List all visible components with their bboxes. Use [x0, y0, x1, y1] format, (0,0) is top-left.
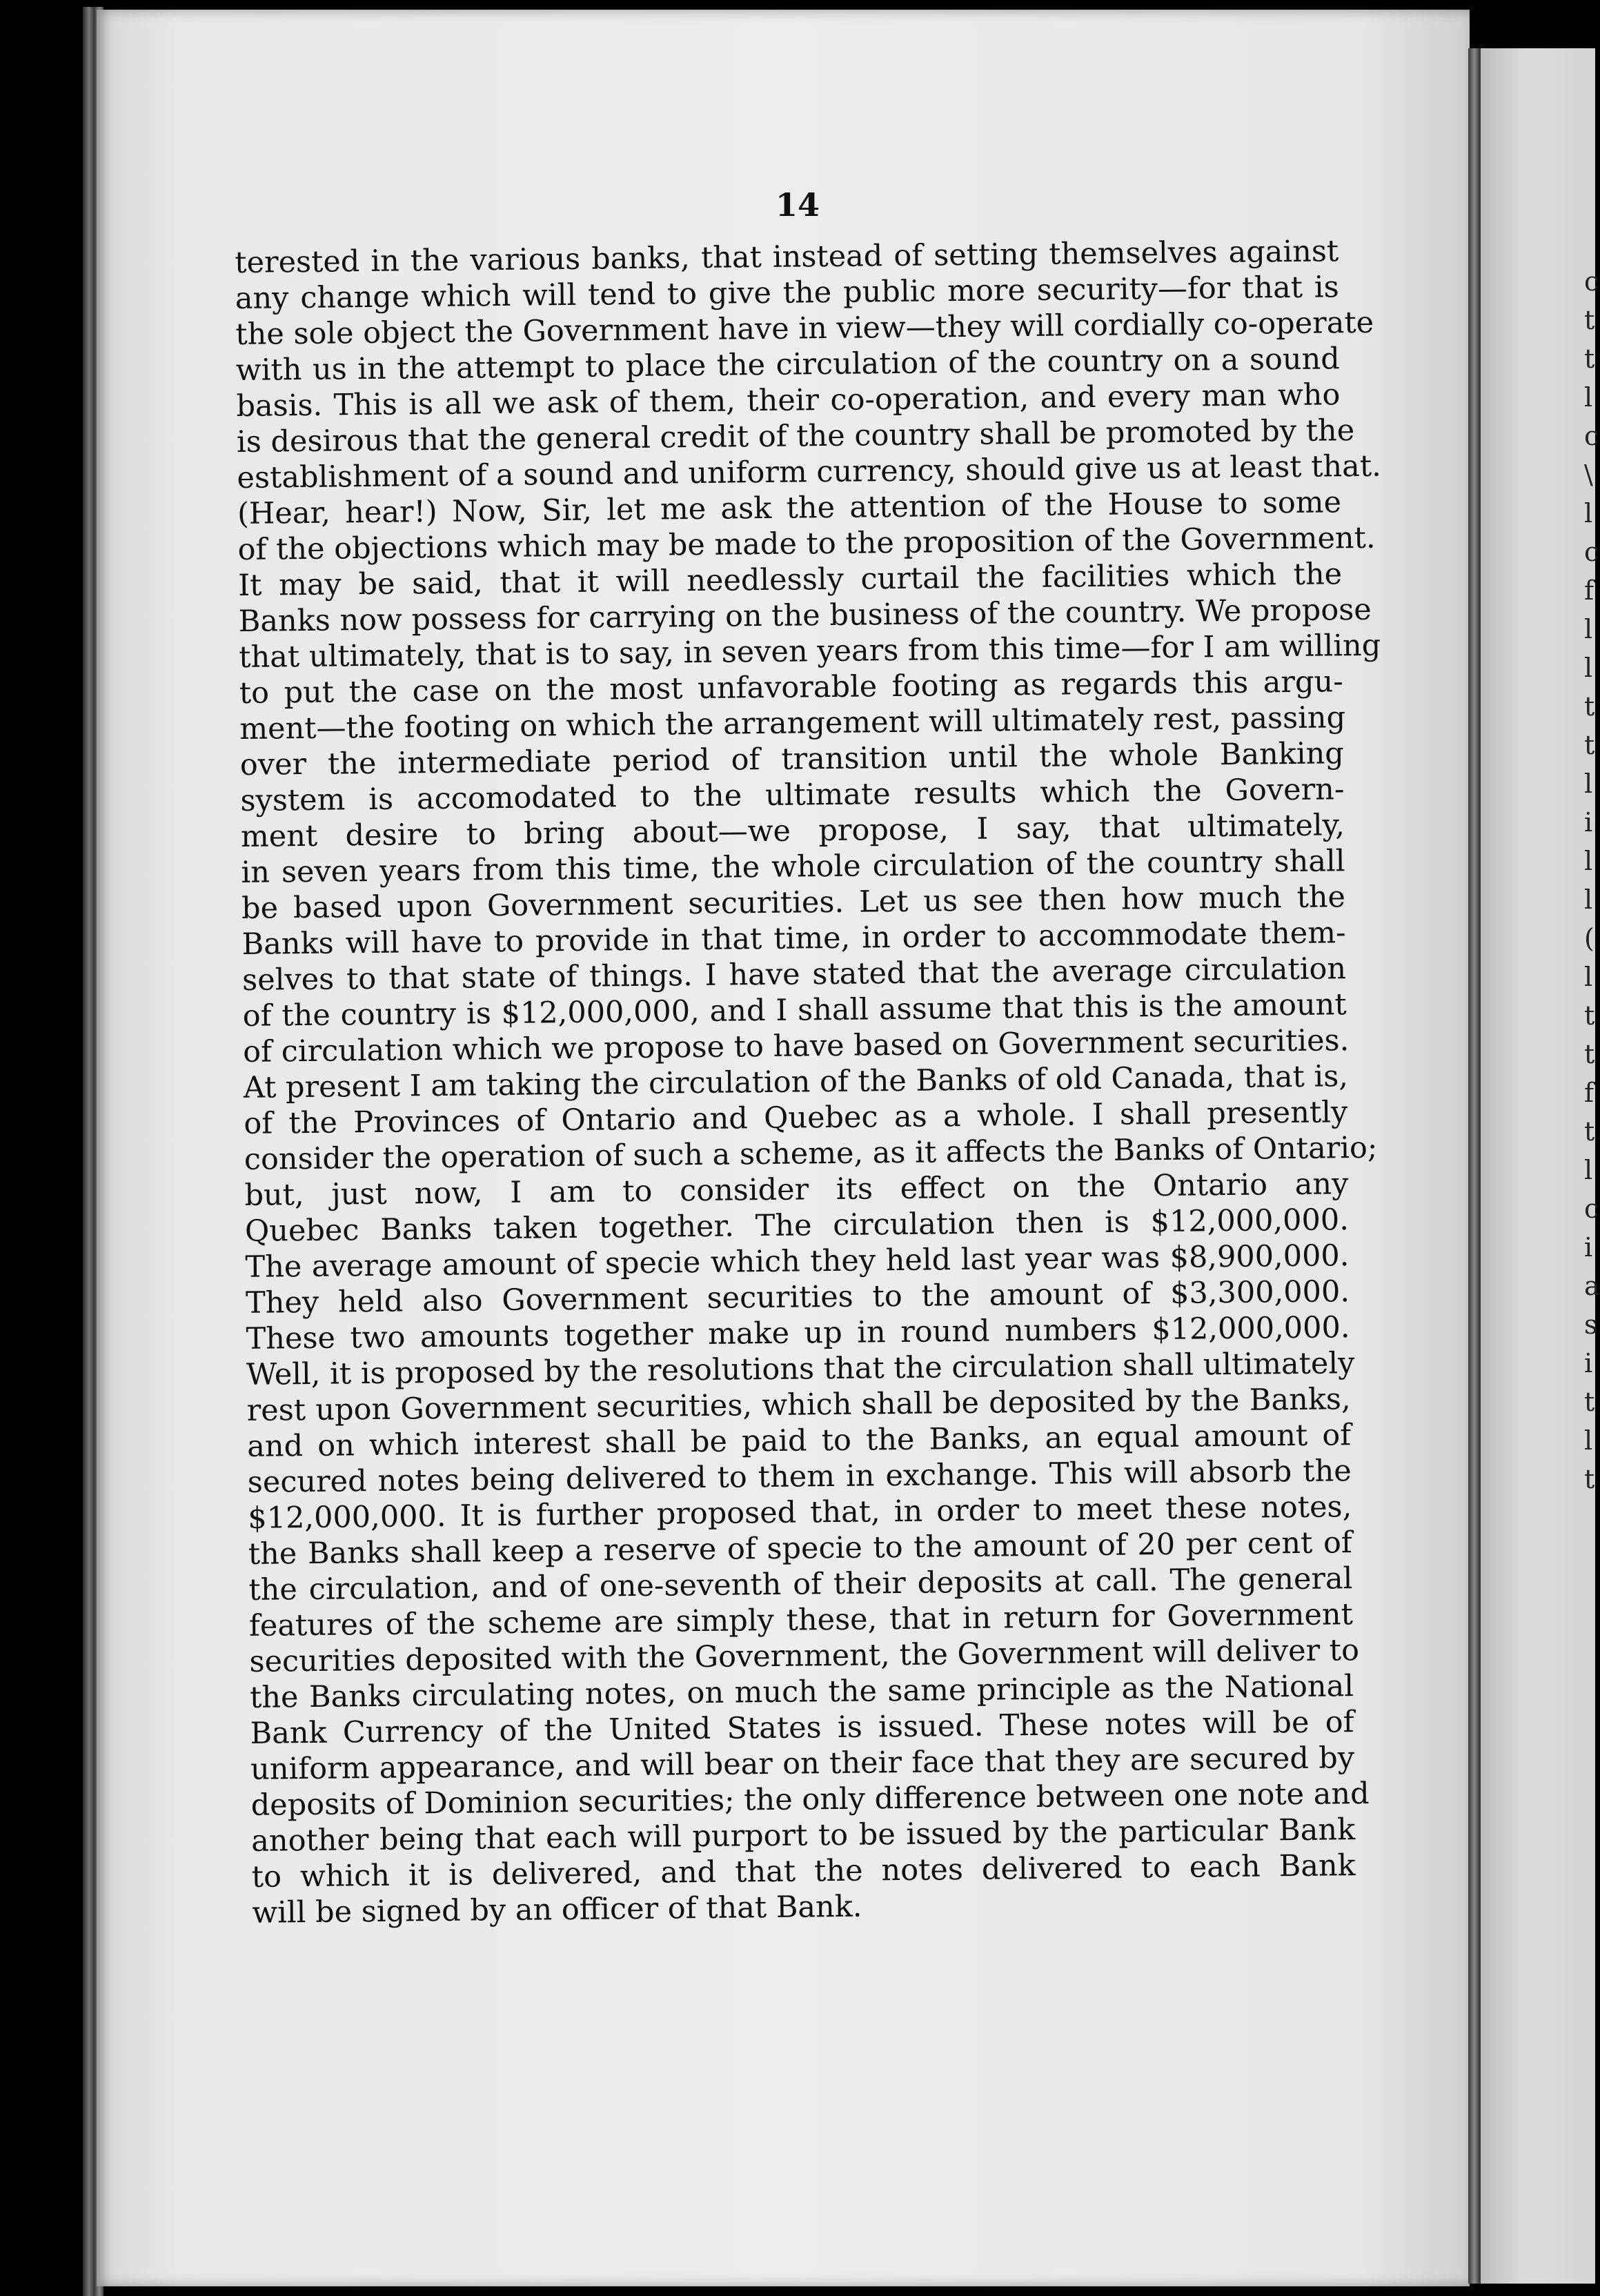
facing-page-letter: ( [1584, 923, 1594, 953]
facing-page-letter: l [1584, 614, 1593, 644]
text-line: the circulation, and of one-seventh of their deposits at call. The general [248, 1561, 1353, 1607]
text-line: ment—the footing on which the arrangement will ultimately rest, passing [239, 700, 1346, 746]
text-line: in seven years from this time, the whole circulation of the country shall [241, 844, 1345, 890]
text-line: establishment of a sound and uniform currency, should give us at least that. [237, 448, 1382, 495]
text-line: any change which will tend to give the public more security—for that is [235, 270, 1339, 316]
text-line: $12,000,000. It is further proposed that, in order to meet these notes, [248, 1490, 1352, 1536]
text-line: will be signed by an officer of that Bank. [252, 1889, 862, 1930]
facing-page-letter: c [1584, 537, 1599, 567]
text-line: another being that each will purport to be issued by the particular Bank [250, 1812, 1356, 1859]
facing-page-letter: t [1584, 1039, 1595, 1069]
text-line: but, just now, I am to consider its effect on the Ontario any [244, 1167, 1349, 1213]
facing-page-letter: i [1584, 1348, 1593, 1378]
text-line: ment desire to bring about—we propose, I say, that ultimately, [240, 808, 1345, 854]
facing-page-letter: i [1584, 1232, 1593, 1263]
text-line: of the Provinces of Ontario and Quebec as a whole. I shall presently [244, 1095, 1348, 1141]
text-line: Banks now possess for carrying on the business of the country. We propose [238, 592, 1372, 639]
facing-page-letter: l [1584, 769, 1593, 799]
text-line: features of the scheme are simply these, that in return for Government [248, 1597, 1354, 1643]
facing-page-letter: l [1584, 846, 1593, 876]
text-line: of the country is $12,000,000, and I shall assume that this is the amount [242, 987, 1347, 1033]
text-line: system is accomodated to the ultimate results which the Govern- [240, 772, 1345, 818]
text-line: At present I am taking the circulation of the Banks of old Canada, that is, [243, 1059, 1349, 1105]
page-number: 14 [775, 186, 820, 224]
facing-page-letter: t [1584, 1387, 1595, 1417]
text-line: and on which interest shall be paid to the Banks, an equal amount of [246, 1418, 1352, 1464]
facing-page-edge [1481, 48, 1600, 2284]
text-line: deposits of Dominion securities; the only difference between one note and [250, 1776, 1370, 1823]
text-line: over the intermediate period of transition until the whole Banking [239, 736, 1345, 782]
facing-page-letter: l [1584, 962, 1593, 992]
facing-page-letter: f [1584, 575, 1594, 606]
facing-page-letter: t [1584, 1000, 1595, 1031]
text-line: secured notes being delivered to them in exchange. This will absorb the [247, 1454, 1352, 1500]
text-line: These two amounts together make up in round numbers $12,000,000. [246, 1310, 1350, 1356]
facing-page-letter: t [1584, 691, 1595, 722]
text-line: Well, it is proposed by the resolutions that the circulation shall ultimately [246, 1346, 1355, 1392]
facing-page-letter: c [1584, 266, 1599, 297]
body-text [235, 233, 1382, 1931]
facing-page-letter: i [1584, 807, 1593, 838]
text-line: the Banks circulating notes, on much the same principle as the National [249, 1669, 1354, 1715]
facing-page-letter: l [1584, 382, 1593, 413]
text-line: They held also Government securities to the amount of $3,300,000. [245, 1274, 1350, 1320]
text-line: to put the case on the most unfavorable footing as regards this argu- [239, 664, 1343, 711]
facing-page-letter: \ [1584, 459, 1593, 490]
text-line: (Hear, hear!) Now, Sir, let me ask the attention of the House to some [237, 485, 1342, 531]
text-line: of the objections which may be made to the proposition of the Government. [237, 520, 1376, 567]
text-line: of circulation which we propose to have based on Government securities. [242, 1023, 1350, 1069]
text-line: consider the operation of such a scheme, as it affects the Banks of Ontario; [244, 1130, 1378, 1177]
text-line: the Banks shall keep a reserve of specie to the amount of 20 per cent of [248, 1525, 1353, 1572]
text-line: is desirous that the general credit of the country shall be promoted by the [236, 413, 1355, 459]
text-line: Banks will have to provide in that time, in order to accommodate them- [241, 916, 1346, 962]
facing-page-letter: t [1584, 1116, 1595, 1147]
text-line: to which it is delivered, and that the notes delivered to each Bank [251, 1848, 1356, 1894]
facing-page-letter: t [1584, 1464, 1595, 1494]
text-line: rest upon Government securities, which shall be deposited by the Banks, [246, 1382, 1351, 1428]
facing-page-fragments [1584, 262, 1600, 1573]
facing-page-letter: l [1584, 1425, 1593, 1456]
facing-page-letter: t [1584, 305, 1595, 335]
facing-page-letter: f [1584, 1078, 1594, 1108]
facing-page-letter: t [1584, 344, 1595, 374]
text-line: that ultimately, that is to say, in seven years from this time—for I am willing [239, 628, 1381, 675]
facing-page-letter: s [1584, 1309, 1598, 1340]
facing-page-letter: c [1584, 1194, 1599, 1224]
text-line: the sole object the Government have in view—they will cordially co-operate [235, 305, 1374, 352]
text-line: The average amount of specie which they held last year was $8,900,000. [245, 1238, 1350, 1285]
page-gutter [1468, 48, 1481, 2284]
text-line: It may be said, that it will needlessly curtail the facilities which the [237, 557, 1343, 603]
facing-page-letter: l [1584, 653, 1593, 683]
text-line: Bank Currency of the United States is issued. These notes will be of [250, 1705, 1354, 1751]
text-line: be based upon Government securities. Let us see then how much the [241, 880, 1346, 926]
facing-page-letter: l [1584, 498, 1593, 528]
facing-page-letter: a [1584, 1271, 1600, 1301]
text-line: uniform appearance, and will bear on their face that they are secured by [250, 1741, 1355, 1787]
facing-page-letter: t [1584, 730, 1595, 760]
text-line: selves to that state of things. I have stated that the average circulation [241, 951, 1347, 998]
text-line: with us in the attempt to place the circulation of the country on a sound [235, 342, 1341, 388]
text-line: terested in the various banks, that instead of setting themselves against [235, 234, 1339, 280]
text-line: securities deposited with the Government, the Government will deliver to [249, 1633, 1360, 1679]
facing-page-letter: c [1584, 421, 1599, 451]
text-line: Quebec Banks taken together. The circulation then is $12,000,000. [244, 1203, 1350, 1249]
text-line: basis. This is all we ask of them, their co-operation, and every man who [236, 377, 1341, 424]
facing-page-letter: l [1584, 1155, 1593, 1185]
facing-page-letter: l [1584, 884, 1593, 915]
